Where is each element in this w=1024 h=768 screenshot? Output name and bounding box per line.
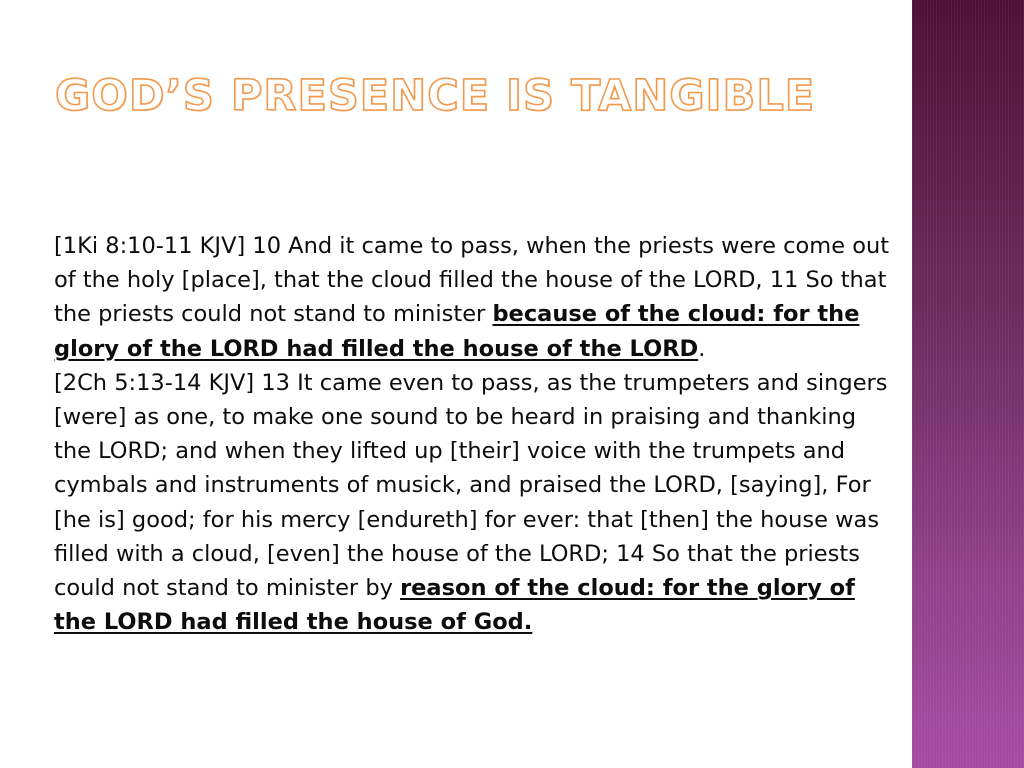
emphasized-passage: reason of the cloud: for the glory of the LORD had filled the house of God. [54,575,855,636]
slide-title: GOD’S PRESENCE IS TANGIBLE [55,71,816,121]
side-bar-texture [912,0,1024,768]
scripture-paragraph-1-kings [54,229,894,366]
paragraph-text-end: . [698,335,706,362]
scripture-paragraph-2-chronicles [54,366,894,640]
paragraph-text: [1Ki 8:10-11 KJV] 10 And it came to pass, when the priests were come out of the holy [place], that the cloud filled the house of the LORD, 11 So that the priests could not stand to minister [54,233,890,328]
decorative-side-bar [912,0,1024,768]
paragraph-text: [2Ch 5:13-14 KJV] 13 It came even to pass, as the trumpeters and singers [were] as one, to make one sound to be heard in praising and thanking the LORD; and when they lifted up [their] voice with the trumpets and cymbals and instruments of musick, and praised the LORD, [saying], For [he is] good; for his mercy [endureth] for ever: that [then] the house was filled with a cloud, [even] the house of the LORD; 14 So that the priests could not stand to minister by [54,369,888,602]
emphasized-passage: because of the cloud: for the glory of the LORD had filled the house of the LORD [54,301,860,362]
slide-body [54,229,894,639]
